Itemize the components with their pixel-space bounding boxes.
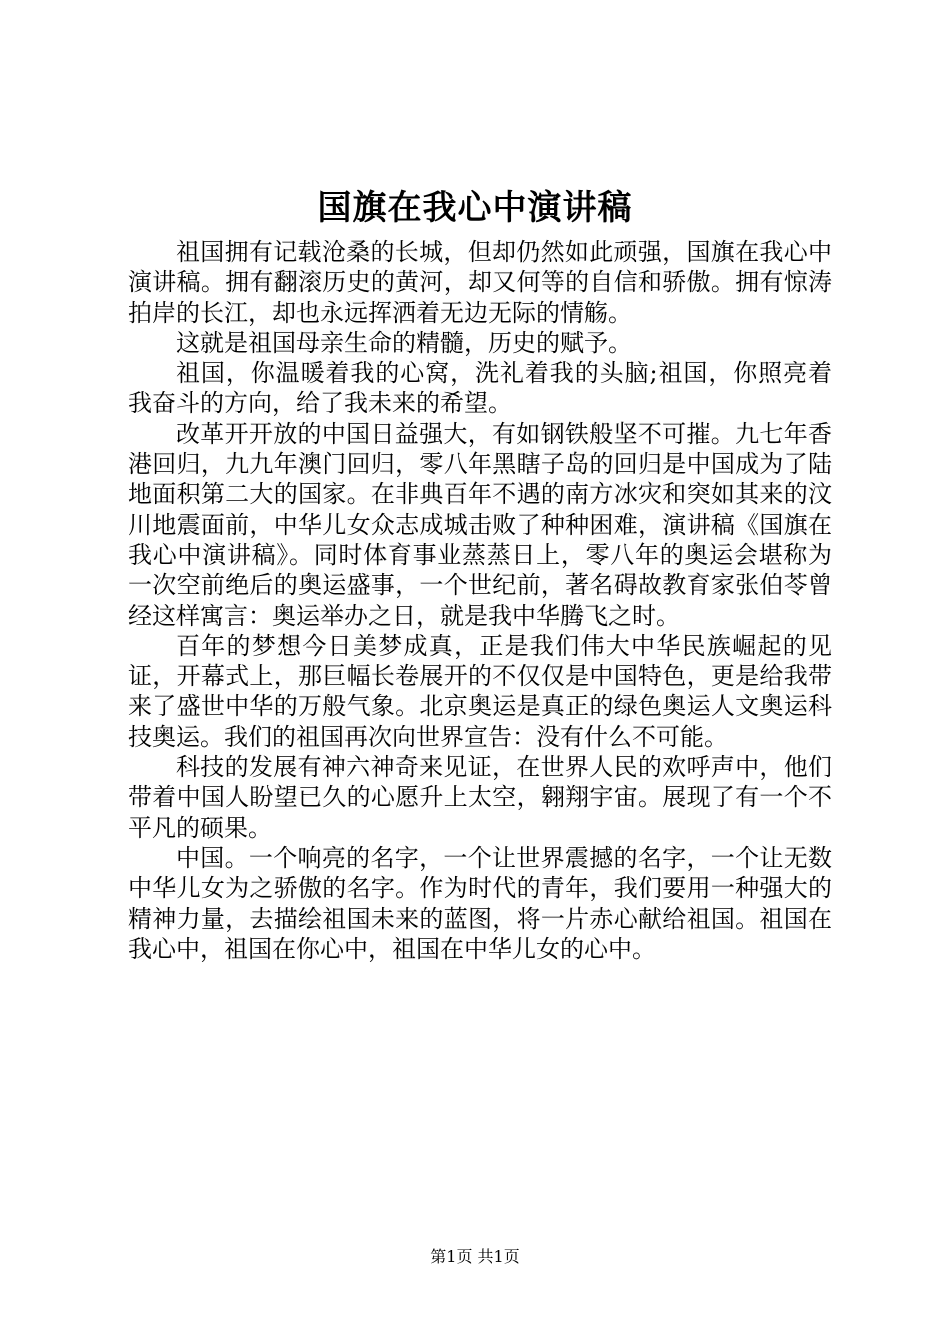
paragraph: 科技的发展有神六神奇来见证，在世界人民的欢呼声中，他们带着中国人盼望已久的心愿升上太空，翱翔宇宙。展现了有一个不平凡的硕果。 bbox=[128, 753, 832, 842]
paragraph: 这就是祖国母亲生命的精髓，历史的赋予。 bbox=[176, 328, 632, 357]
paragraph: 改革开开放的中国日益强大，有如钢铁般坚不可摧。九七年香港回归，九九年澳门回归，零八年黑瞎子岛的回归是中国成为了陆地面积第二大的国家。在非典百年不遇的南方冰灾和突如其来的汶川地震面前，中华儿女众志成城击败了种种困难，演讲稿《国旗在我心中演讲稿》。同时体育事业蒸蒸日上，零八年的奥运会堪称为一次空前绝后的奥运盛事，一个世纪前，著名碍故教育家张伯苓曾经这样寓言：奥运举办之日，就是我中华腾飞之时。 bbox=[128, 419, 832, 630]
paragraph: 中国。一个响亮的名字，一个让世界震撼的名字，一个让无数中华儿女为之骄傲的名字。作为时代的青年，我们要用一种强大的精神力量，去描绘祖国未来的蓝图，将一片赤心献给祖国。祖国在我心中，祖国在你心中，祖国在中华儿女的心中。 bbox=[128, 843, 832, 963]
document-title: 国旗在我心中演讲稿 bbox=[317, 188, 633, 228]
paragraph: 祖国，你温暖着我的心窝，洗礼着我的头脑;祖国，你照亮着我奋斗的方向，给了我未来的希望。 bbox=[128, 359, 832, 418]
page-footer: 第1页 共1页 bbox=[430, 1247, 520, 1266]
document-body bbox=[128, 237, 832, 964]
paragraph: 百年的梦想今日美梦成真，正是我们伟大中华民族崛起的见证，开幕式上，那巨幅长卷展开的不仅仅是中国特色，更是给我带来了盛世中华的万般气象。北京奥运是真正的绿色奥运人文奥运科技奥运。我们的祖国再次向世界宣告：没有什么不可能。 bbox=[128, 631, 832, 751]
paragraph: 祖国拥有记载沧桑的长城，但却仍然如此顽强，国旗在我心中演讲稿。拥有翻滚历史的黄河，却又何等的自信和骄傲。拥有惊涛拍岸的长江，却也永远挥洒着无边无际的情觞。 bbox=[128, 238, 832, 327]
